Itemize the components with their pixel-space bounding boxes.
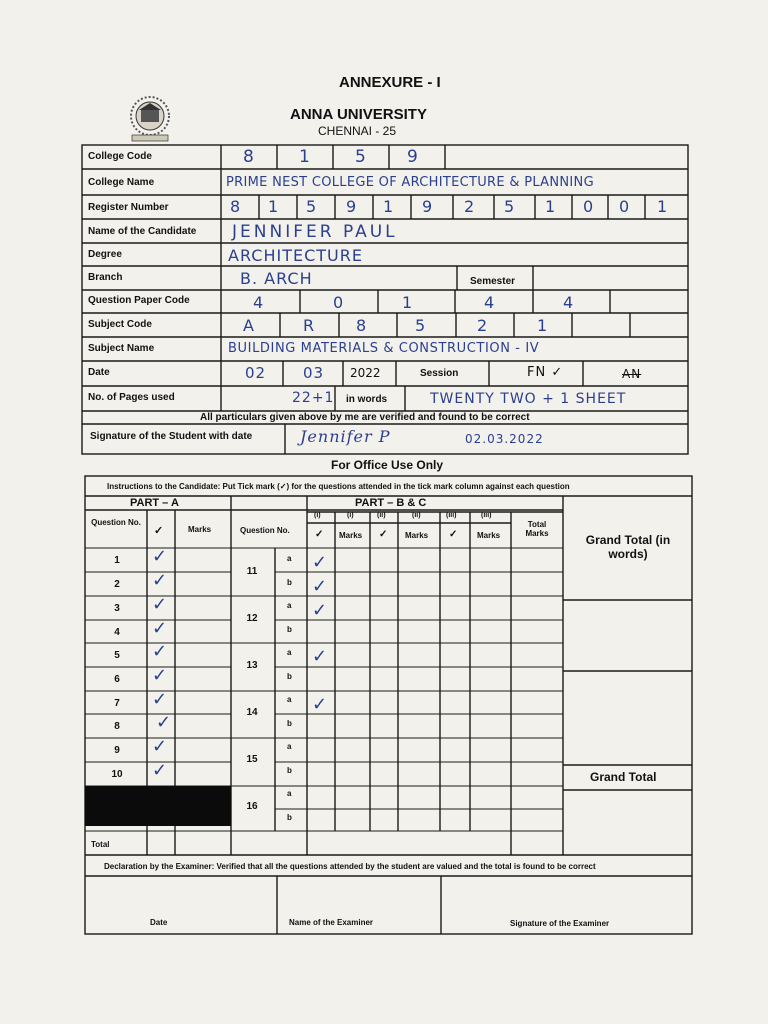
date-day-value: 02 (245, 364, 267, 382)
part-bc-marks2: Marks (405, 531, 429, 540)
examiner-name-label: Name of the Examiner (289, 918, 374, 927)
part-bc-question-11: 11 (246, 566, 258, 577)
student-signature: Jennifer P (300, 427, 391, 446)
subject-name-value: BUILDING MATERIALS & CONSTRUCTION - IV (228, 341, 540, 356)
handwritten-tick-7: ✓ (152, 689, 168, 710)
qp-code-label: Question Paper Code (88, 295, 190, 306)
part-a-question-3: 3 (114, 603, 120, 614)
part-bc-sub-16b: b (287, 813, 292, 822)
session-fn-value: FN ✓ (527, 365, 564, 380)
subject-name-label: Subject Name (88, 343, 155, 354)
part-bc-marks3: Marks (477, 531, 501, 540)
branch-value: B. ARCH (240, 269, 313, 288)
part-a-marks-header: Marks (188, 525, 212, 534)
annexure-title: ANNEXURE - I (339, 74, 441, 91)
part-bc-tick2: ✓ (379, 529, 388, 540)
part-bc-sub-13a: a (287, 648, 292, 657)
handwritten-tick-11: ✓ (312, 552, 328, 573)
date-year-value: 2022 (350, 366, 381, 380)
college-code-label: College Code (88, 151, 152, 162)
part-bc-ii-marks-header: (ii) (412, 512, 421, 519)
examiner-signature-label: Signature of the Examiner (510, 919, 610, 928)
part-bc-sub-12a: a (287, 601, 292, 610)
qp-code-digit-5: 4 (563, 293, 575, 312)
handwritten-tick-13: ✓ (312, 600, 328, 621)
session-label: Session (420, 368, 459, 379)
part-a-question-10: 10 (111, 769, 123, 780)
register-digit-10: 0 (583, 197, 595, 216)
handwritten-tick-10: ✓ (152, 760, 168, 781)
subject-code-digit-6: 1 (537, 316, 549, 335)
register-digit-1: 8 (230, 197, 242, 216)
register-digit-2: 1 (268, 197, 280, 216)
register-digit-3: 5 (306, 197, 318, 216)
register-digit-4: 9 (346, 197, 358, 216)
subject-code-digit-2: R (303, 316, 316, 335)
part-a-question-2: 2 (114, 579, 120, 590)
office-instructions: Instructions to the Candidate: Put Tick mark (✓) for the questions attended in the tick mark column against each question (107, 482, 570, 491)
date-label: Date (88, 367, 110, 378)
handwritten-tick-14: ✓ (312, 646, 328, 667)
pages-used-label: No. of Pages used (88, 392, 175, 403)
part-bc-tick3: ✓ (449, 529, 458, 540)
part-a-question-1: 1 (114, 555, 120, 566)
examiner-date-label: Date (150, 918, 168, 927)
total-row-label: Total (91, 840, 110, 849)
register-number-label: Register Number (88, 202, 169, 213)
college-code-digit-1: 8 (243, 147, 255, 167)
degree-label: Degree (88, 249, 122, 260)
part-bc-sub-16a: a (287, 789, 292, 798)
grand-total-words-label: Grand Total (in words) (585, 533, 671, 561)
part-a-header: PART – A (130, 497, 179, 509)
college-name-label: College Name (88, 177, 155, 188)
subject-code-digit-1: A (243, 316, 255, 335)
pages-used-value: 22+1 (292, 390, 335, 406)
part-bc-tick1: ✓ (315, 529, 324, 540)
college-code-digit-4: 9 (407, 147, 419, 167)
degree-value: ARCHITECTURE (228, 246, 363, 265)
part-a-question-4: 4 (114, 627, 120, 638)
office-use-title: For Office Use Only (331, 458, 444, 472)
register-digit-12: 1 (657, 197, 669, 216)
part-bc-sub-15a: a (287, 742, 292, 751)
subject-code-digit-4: 5 (415, 316, 427, 335)
register-digit-7: 2 (464, 197, 476, 216)
part-bc-sub-13b: b (287, 672, 292, 681)
part-bc-i-header: (i) (314, 512, 321, 519)
part-bc-question-12: 12 (246, 613, 258, 624)
part-bc-question-16: 16 (246, 801, 258, 812)
part-bc-i-marks-header: (i) (347, 512, 354, 519)
signature-date-value: 02.03.2022 (465, 432, 544, 446)
part-bc-question-15: 15 (246, 754, 258, 765)
university-name: ANNA UNIVERSITY (290, 106, 427, 123)
subject-code-label: Subject Code (88, 319, 152, 330)
subject-code-digit-5: 2 (477, 316, 489, 335)
college-name-value: PRIME NEST COLLEGE OF ARCHITECTURE & PLANNING (226, 175, 594, 190)
college-code-digit-2: 1 (299, 147, 311, 167)
part-a-question-8: 8 (114, 721, 120, 732)
part-bc-sub-11b: b (287, 578, 292, 587)
part-bc-question-14: 14 (246, 707, 258, 718)
register-digit-8: 5 (504, 197, 516, 216)
handwritten-tick-12: ✓ (312, 576, 328, 597)
handwritten-tick-6: ✓ (152, 665, 168, 686)
candidate-name-value: JENNIFER PAUL (232, 222, 398, 242)
handwritten-tick-15: ✓ (312, 694, 328, 715)
handwritten-tick-4: ✓ (152, 618, 168, 639)
handwritten-tick-2: ✓ (152, 570, 168, 591)
pages-words-value: TWENTY TWO + 1 SHEET (430, 391, 627, 407)
part-bc-header: PART – B & C (355, 497, 427, 509)
register-digit-9: 1 (545, 197, 557, 216)
register-digit-11: 0 (619, 197, 631, 216)
part-a-question-7: 7 (114, 698, 120, 709)
part-a-question-5: 5 (114, 650, 120, 661)
part-a-question-9: 9 (114, 745, 120, 756)
part-a-question-6: 6 (114, 674, 120, 685)
part-bc-sub-14b: b (287, 719, 292, 728)
handwritten-tick-3: ✓ (152, 594, 168, 615)
part-bc-sub-15b: b (287, 766, 292, 775)
part-bc-sub-12b: b (287, 625, 292, 634)
part-bc-sub-11a: a (287, 554, 292, 563)
handwritten-tick-1: ✓ (152, 546, 168, 567)
branch-label: Branch (88, 272, 123, 283)
part-a-tick-header: ✓ (154, 525, 164, 537)
qp-code-digit-4: 4 (484, 293, 496, 312)
part-a-question-no-header: Question No. (91, 518, 141, 527)
college-code-digit-3: 5 (355, 147, 367, 167)
part-bc-ii-header: (ii) (377, 512, 386, 519)
verification-text: All particulars given above by me are verified and found to be correct (200, 412, 530, 423)
part-bc-question-13: 13 (246, 660, 258, 671)
qp-code-digit-1: 4 (253, 293, 265, 312)
candidate-name-label: Name of the Candidate (88, 226, 197, 237)
date-month-value: 03 (303, 364, 325, 382)
part-bc-marks1: Marks (339, 531, 363, 540)
session-an-value: AN (622, 367, 642, 381)
handwritten-tick-9: ✓ (152, 736, 168, 757)
signature-label: Signature of the Student with date (90, 431, 253, 442)
register-digit-6: 9 (422, 197, 434, 216)
examiner-declaration: Declaration by the Examiner: Verified that all the questions attended by the student are valued and the total is found to be correct (104, 862, 596, 871)
qp-code-digit-2: 0 (333, 293, 345, 312)
register-digit-5: 1 (383, 197, 395, 216)
in-words-label: in words (346, 394, 388, 405)
subject-code-digit-3: 8 (356, 316, 368, 335)
part-bc-iii-marks-header: (iii) (481, 512, 492, 519)
qp-code-digit-3: 1 (402, 293, 414, 312)
total-marks-header: Total Marks (525, 520, 549, 538)
part-bc-question-no-header: Question No. (240, 526, 290, 535)
grand-total-label: Grand Total (590, 770, 657, 784)
university-city: CHENNAI - 25 (318, 124, 397, 138)
semester-label: Semester (470, 276, 516, 287)
part-bc-iii-header: (iii) (446, 512, 457, 519)
part-bc-sub-14a: a (287, 695, 292, 704)
handwritten-tick-8: ✓ (156, 712, 172, 733)
handwritten-tick-5: ✓ (152, 641, 168, 662)
